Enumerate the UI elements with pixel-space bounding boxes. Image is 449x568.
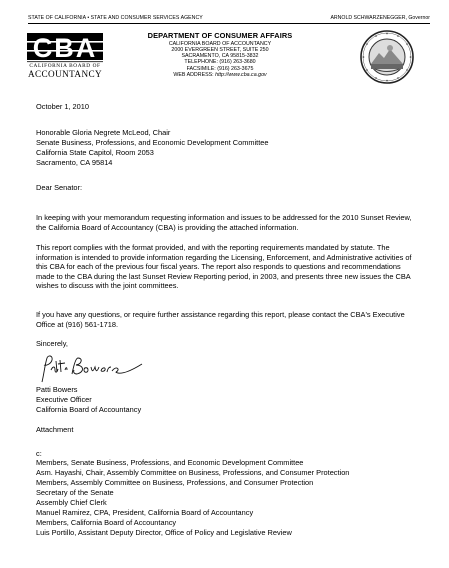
logo-line2: ACCOUNTANCY <box>27 69 103 79</box>
body-paragraph: In keeping with your memorandum requesting information and issues to be addressed for the 2010 Sunset Review, the California Board of Accountancy (CBA) is providing the attached information. <box>36 213 412 232</box>
cc-item: Manuel Ramirez, CPA, President, California Board of Accountancy <box>36 508 254 517</box>
cc-item: Secretary of the Senate <box>36 488 114 497</box>
recipient-line: Sacramento, CA 95814 <box>36 158 113 167</box>
closing: Sincerely, <box>36 339 68 348</box>
cc-item: Members, Assembly Committee on Business, Professions, and Consumer Protection <box>36 478 314 487</box>
cba-logo-mark <box>27 33 103 63</box>
board-name: CALIFORNIA BOARD OF ACCOUNTANCY <box>168 40 272 47</box>
cc-item: Luis Portillo, Assistant Deputy Director, Office of Policy and Legislative Review <box>36 528 292 537</box>
state-agency-bar <box>28 15 430 23</box>
state-agency-text: STATE OF CALIFORNIA • STATE AND CONSUMER SERVICES AGENCY <box>28 15 203 21</box>
cc-item: Assembly Chief Clerk <box>36 498 107 507</box>
telephone: TELEPHONE: (916) 263-3680 <box>184 59 256 66</box>
department-name: DEPARTMENT OF CONSUMER AFFAIRS <box>147 31 293 40</box>
governor-text: ARNOLD SCHWARZENEGGER, Governor <box>330 15 430 21</box>
recipient-line: Honorable Gloria Negrete McLeod, Chair <box>36 128 171 137</box>
web-url[interactable]: http://www.cba.ca.gov <box>215 71 267 78</box>
web-address <box>130 72 310 78</box>
cc-label: c: <box>36 449 42 458</box>
logo-line1: CALIFORNIA BOARD OF <box>29 63 101 69</box>
signer-org: California Board of Accountancy <box>36 405 142 414</box>
attachment-note: Attachment <box>36 425 74 434</box>
recipient-line: California State Capitol, Room 2053 <box>36 148 154 157</box>
signer-title: Executive Officer <box>36 395 92 404</box>
cba-logo-letters: CBA <box>32 33 98 63</box>
letter-date: October 1, 2010 <box>36 102 90 111</box>
cba-logo <box>27 33 103 81</box>
cc-item: Members, California Board of Accountancy <box>36 518 177 527</box>
facsimile: FACSIMILE: (916) 263-3675 <box>186 65 254 72</box>
signer-name: Patti Bowers <box>36 385 78 394</box>
salutation: Dear Senator: <box>36 183 83 192</box>
cc-item: Members, Senate Business, Professions, and Economic Development Committee <box>36 458 304 467</box>
handwritten-signature <box>38 354 158 386</box>
state-seal-icon <box>360 30 414 84</box>
cc-item: Asm. Hayashi, Chair, Assembly Committee on Business, Professions, and Consumer Protection <box>36 468 350 477</box>
body-paragraph: If you have any questions, or require further assistance regarding this report, please contact the CBA's Executive Office at (916) 561-1718. <box>36 310 405 329</box>
recipient-line: Senate Business, Professions, and Economic Development Committee <box>36 138 269 147</box>
city-address: SACRAMENTO, CA 95815-3832 <box>181 53 259 60</box>
street-address: 2000 EVERGREEN STREET, SUITE 250 <box>171 46 269 53</box>
body-paragraph: This report complies with the format provided, and with the reporting requirements mandated by statute. The information is intended to provide information regarding the Licensing, Enforcement, and Administrative activities of this CBA for each of the previous four fiscal years. The report also responds to questions and recommendations made to the CBA during the last Sunset Review Reporting period, in 2003, and presents three new issues the CBA wishes to discuss with the joint committees. <box>36 243 412 291</box>
web-label: WEB ADDRESS: <box>173 71 214 78</box>
header-rule <box>28 23 430 24</box>
agency-header <box>130 32 310 78</box>
